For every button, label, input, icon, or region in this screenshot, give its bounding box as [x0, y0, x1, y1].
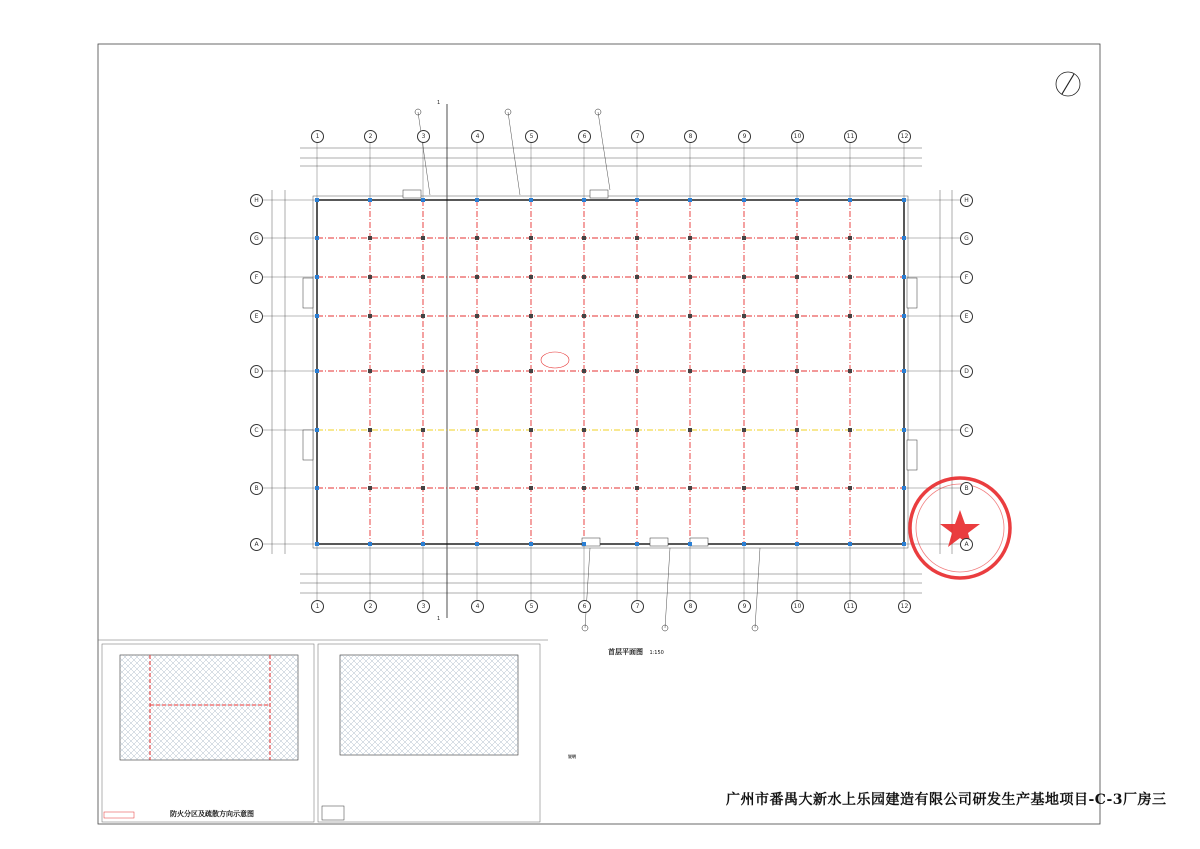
hatch-line [268, 730, 298, 760]
structural-column [529, 198, 533, 202]
callout-leader [755, 548, 760, 628]
structural-column [742, 236, 746, 240]
hatch-line [159, 655, 264, 760]
structural-column [742, 314, 746, 318]
axis-label: H [250, 194, 263, 207]
hatch-line [214, 676, 298, 760]
structural-column [529, 486, 533, 490]
structural-column [848, 428, 852, 432]
axis-label: 3 [417, 600, 430, 613]
hatch-line [226, 688, 298, 760]
structural-column [795, 486, 799, 490]
inset-layer [102, 644, 540, 822]
notes-block [568, 752, 748, 762]
structural-column [848, 369, 852, 373]
structural-column [688, 236, 692, 240]
plan-title [608, 647, 664, 657]
hatch-line [250, 712, 298, 760]
hatch-line [340, 655, 378, 693]
hatch-line [148, 655, 253, 760]
hatch-line [340, 731, 364, 755]
hatch-line [120, 655, 193, 728]
hatch-line [285, 655, 298, 668]
hatch-line [494, 731, 518, 755]
hatch-line [340, 737, 358, 755]
structural-column [582, 236, 586, 240]
door-opening [303, 278, 313, 308]
hatch-line [120, 655, 145, 680]
structural-column [635, 542, 639, 546]
hatch-line [340, 683, 412, 755]
inset-right-plan [340, 655, 518, 755]
hatch-line [124, 655, 229, 760]
structural-column [582, 542, 586, 546]
hatch-line [510, 655, 518, 663]
hatch-line [340, 655, 360, 675]
hatch-line [504, 655, 518, 669]
axis-label: F [250, 271, 263, 284]
hatch-line [482, 719, 518, 755]
axis-label: 8 [684, 130, 697, 143]
axis-label: 4 [471, 600, 484, 613]
hatch-line [171, 655, 276, 760]
hatch-line [340, 659, 436, 755]
insets-caption: 防火分区及疏散方向示意图 [170, 810, 254, 818]
axis-label: C [960, 424, 973, 437]
structural-column [688, 314, 692, 318]
hatch-line [231, 655, 298, 722]
hatch-line [340, 725, 370, 755]
hatch-line [129, 655, 234, 760]
structural-column [475, 486, 479, 490]
axis-label: 6 [578, 600, 591, 613]
structural-column [795, 314, 799, 318]
axis-label: D [960, 365, 973, 378]
structural-column [368, 275, 372, 279]
hatch-line [225, 655, 298, 728]
structural-column [315, 198, 319, 202]
structural-column [635, 428, 639, 432]
hatch-line [470, 707, 518, 755]
hatch-line [208, 670, 298, 760]
plan-title-text: 首层平面图 [608, 648, 643, 656]
structural-column [742, 486, 746, 490]
hatch-line [340, 655, 402, 717]
structural-column [848, 314, 852, 318]
structural-column [688, 369, 692, 373]
structural-column [635, 486, 639, 490]
structural-column [742, 542, 746, 546]
hatch-line [120, 655, 157, 692]
hatch-line [190, 655, 295, 760]
inset-panel-left [102, 644, 314, 822]
plan-layer [262, 104, 962, 631]
hatch-line [340, 655, 348, 663]
hatch-line [340, 713, 382, 755]
axis-label: 2 [364, 600, 377, 613]
hatch-line [237, 655, 298, 716]
structural-column [582, 369, 586, 373]
structural-column [848, 236, 852, 240]
structural-column [635, 314, 639, 318]
callout-leader [508, 112, 520, 195]
hatch-line [422, 659, 518, 755]
structural-column [368, 486, 372, 490]
structural-column [475, 369, 479, 373]
hatch-line [147, 655, 252, 760]
structural-column [582, 275, 586, 279]
structural-column [902, 542, 906, 546]
structural-column [421, 275, 425, 279]
hatch-line [184, 655, 289, 760]
company-seal-stamp [910, 478, 1010, 578]
plan-scale: 1:150 [649, 650, 664, 656]
hatch-line [120, 655, 175, 710]
hatch-line [340, 655, 384, 699]
structural-column [421, 236, 425, 240]
hatch-line [183, 655, 288, 760]
axis-label: E [960, 310, 973, 323]
structural-column [421, 198, 425, 202]
callout-leader [665, 548, 670, 628]
elevation-marker [541, 352, 569, 368]
hatch-line [456, 655, 518, 717]
structural-column [635, 275, 639, 279]
door-opening [403, 190, 421, 198]
axis-label: B [250, 482, 263, 495]
structural-column [421, 486, 425, 490]
hatch-line [142, 655, 247, 760]
door-opening [907, 278, 917, 308]
structural-column [902, 236, 906, 240]
hatch-line [154, 655, 259, 760]
structural-column [688, 275, 692, 279]
hatch-line [120, 655, 139, 674]
hatch-line [120, 736, 144, 760]
hatch-line [166, 655, 271, 760]
hatch-line [340, 671, 424, 755]
section-mark-bottom: 1 [437, 616, 441, 622]
door-opening [907, 440, 917, 470]
structural-column [795, 428, 799, 432]
structural-column [368, 314, 372, 318]
structural-column [582, 428, 586, 432]
structural-column [635, 236, 639, 240]
axis-label: 6 [578, 130, 591, 143]
axis-label: G [250, 232, 263, 245]
structural-column [902, 428, 906, 432]
axis-label: 12 [898, 130, 911, 143]
structural-column [529, 428, 533, 432]
hatch-line [120, 655, 169, 704]
hatch-line [120, 676, 204, 760]
structural-column [688, 428, 692, 432]
structural-column [848, 198, 852, 202]
hatch-line [340, 655, 372, 687]
structural-column [315, 314, 319, 318]
structural-column [421, 428, 425, 432]
hatch-line [340, 707, 388, 755]
hatch-line [120, 655, 217, 752]
legend-swatch [322, 806, 344, 820]
hatch-line [120, 730, 150, 760]
hatch-line [273, 655, 298, 680]
hatch-line [420, 655, 518, 753]
hatch-line [291, 655, 298, 662]
hatch-line [340, 665, 430, 755]
structural-column [635, 369, 639, 373]
axis-label: 3 [417, 130, 430, 143]
hatch-line [498, 655, 518, 675]
hatch-line [279, 655, 298, 674]
hatch-line [178, 655, 283, 760]
hatch-line [120, 655, 133, 668]
structural-column [475, 275, 479, 279]
hatch-line [207, 655, 298, 746]
structural-column [902, 486, 906, 490]
structural-column [315, 236, 319, 240]
hatch-line [428, 665, 518, 755]
hatch-line [120, 655, 199, 734]
hatch-line [249, 655, 298, 704]
axis-label: 9 [738, 130, 751, 143]
sheet-frame [98, 44, 1100, 824]
hatch-line [120, 670, 210, 760]
structural-column [315, 428, 319, 432]
structural-column [421, 542, 425, 546]
hatch-line [280, 742, 298, 760]
hatch-line [267, 655, 298, 686]
structural-column [529, 236, 533, 240]
hatch-line [201, 655, 298, 752]
structural-column [902, 314, 906, 318]
axis-label: F [960, 271, 973, 284]
structural-column [742, 369, 746, 373]
structural-column [795, 198, 799, 202]
axis-label: 8 [684, 600, 697, 613]
structural-column [421, 369, 425, 373]
structural-column [368, 236, 372, 240]
structural-column [368, 542, 372, 546]
hatch-line [500, 737, 518, 755]
axis-label: 1 [311, 600, 324, 613]
legend-swatch [104, 812, 134, 818]
structural-column [742, 275, 746, 279]
hatch-line [120, 712, 168, 760]
hatch-line [196, 658, 298, 760]
structural-column [582, 198, 586, 202]
structural-column [368, 428, 372, 432]
hatch-line [120, 664, 216, 760]
structural-column [795, 369, 799, 373]
structural-column [795, 236, 799, 240]
axis-label: C [250, 424, 263, 437]
door-opening [590, 190, 608, 198]
exterior-wall [317, 200, 904, 544]
hatch-line [135, 655, 240, 760]
hatch-line [120, 655, 205, 740]
hatch-line [486, 655, 518, 687]
hatch-line [202, 664, 298, 760]
axis-label: B [960, 482, 973, 495]
axis-label: 2 [364, 130, 377, 143]
hatch-line [340, 677, 418, 755]
hatch-line [480, 655, 518, 693]
hatch-line [462, 655, 518, 711]
hatch-line [177, 655, 282, 760]
structural-column [529, 314, 533, 318]
hatch-line [136, 655, 241, 760]
hatch-line [340, 655, 390, 705]
structural-column [848, 486, 852, 490]
wall-outline [313, 196, 908, 548]
hatch-line [120, 655, 127, 662]
structural-column [582, 314, 586, 318]
structural-column [529, 369, 533, 373]
structural-column [475, 314, 479, 318]
hatch-line [120, 742, 138, 760]
inset-left-plan [120, 655, 298, 760]
inset-panel-right [318, 644, 540, 822]
callout-leader [598, 112, 610, 190]
hatch-line [261, 655, 298, 692]
structural-column [688, 198, 692, 202]
hatch-line [120, 655, 211, 746]
north-arrow-icon [1056, 72, 1080, 96]
door-opening [303, 430, 313, 460]
hatch-line [153, 655, 258, 760]
hatch-line [120, 682, 198, 760]
hatch-line [213, 655, 298, 740]
structural-column [475, 198, 479, 202]
hatch-line [172, 655, 277, 760]
axis-label: D [250, 365, 263, 378]
structural-column [315, 542, 319, 546]
axis-label: 5 [525, 130, 538, 143]
structural-column [688, 542, 692, 546]
hatch-line [219, 655, 298, 734]
door-opening [690, 538, 708, 546]
hatch-line [488, 725, 518, 755]
axis-label: 7 [631, 130, 644, 143]
axis-label: 1 [311, 130, 324, 143]
structural-column [475, 428, 479, 432]
structural-column [742, 198, 746, 202]
structural-column [742, 428, 746, 432]
hatch-line [120, 658, 222, 760]
structural-column [315, 369, 319, 373]
hatch-line [340, 655, 354, 669]
structural-column [315, 275, 319, 279]
structural-column [582, 486, 586, 490]
structural-column [368, 198, 372, 202]
axis-label: 12 [898, 600, 911, 613]
axis-label: H [960, 194, 973, 207]
hatch-line [474, 655, 518, 699]
hatch-line [274, 736, 298, 760]
axis-label: E [250, 310, 263, 323]
hatch-line [256, 718, 298, 760]
structural-column [421, 314, 425, 318]
axis-label: 11 [844, 130, 857, 143]
door-opening [650, 538, 668, 546]
hatch-line [120, 655, 151, 686]
hatch-line [141, 655, 246, 760]
hatch-line [120, 718, 162, 760]
hatch-line [120, 724, 156, 760]
structural-column [529, 275, 533, 279]
hatch-line [165, 655, 270, 760]
hatch-line [434, 671, 518, 755]
structural-column [529, 542, 533, 546]
structural-column [635, 198, 639, 202]
section-mark-top: 1 [437, 100, 441, 106]
hatch-line [120, 655, 187, 722]
axis-label: 10 [791, 600, 804, 613]
callout-leader [418, 112, 430, 195]
axis-label: G [960, 232, 973, 245]
structural-column [795, 542, 799, 546]
hatch-line [262, 724, 298, 760]
structural-column [902, 369, 906, 373]
hatch-line [440, 677, 518, 755]
hatch-line [123, 655, 228, 760]
axis-label: A [960, 538, 973, 551]
hatch-line [446, 683, 518, 755]
project-title: 广州市番禺大新水上乐园建造有限公司研发生产基地项目-C-3厂房三 [726, 792, 1167, 808]
structural-column [315, 486, 319, 490]
hatch-line [220, 682, 298, 760]
hatch-line [340, 655, 438, 753]
axis-label: 10 [791, 130, 804, 143]
hatch-line [340, 655, 396, 711]
hatch-line [476, 713, 518, 755]
hatch-line [344, 655, 444, 755]
axis-label: 5 [525, 600, 538, 613]
structural-column [475, 542, 479, 546]
hatch-line [189, 655, 294, 760]
notes-heading: 说明 [568, 754, 576, 759]
structural-column [475, 236, 479, 240]
structural-column [848, 542, 852, 546]
hatch-line [120, 688, 192, 760]
hatch-line [340, 719, 376, 755]
structural-column [368, 369, 372, 373]
structural-column [848, 275, 852, 279]
axis-label: 9 [738, 600, 751, 613]
structural-column [795, 275, 799, 279]
structural-column [902, 275, 906, 279]
structural-column [902, 198, 906, 202]
structural-column [688, 486, 692, 490]
axis-label: 7 [631, 600, 644, 613]
hatch-line [160, 655, 265, 760]
callout-leader [585, 548, 590, 628]
axis-label: 11 [844, 600, 857, 613]
hatch-line [468, 655, 518, 705]
axis-label: A [250, 538, 263, 551]
hatch-line [130, 655, 235, 760]
axis-label: 4 [471, 130, 484, 143]
